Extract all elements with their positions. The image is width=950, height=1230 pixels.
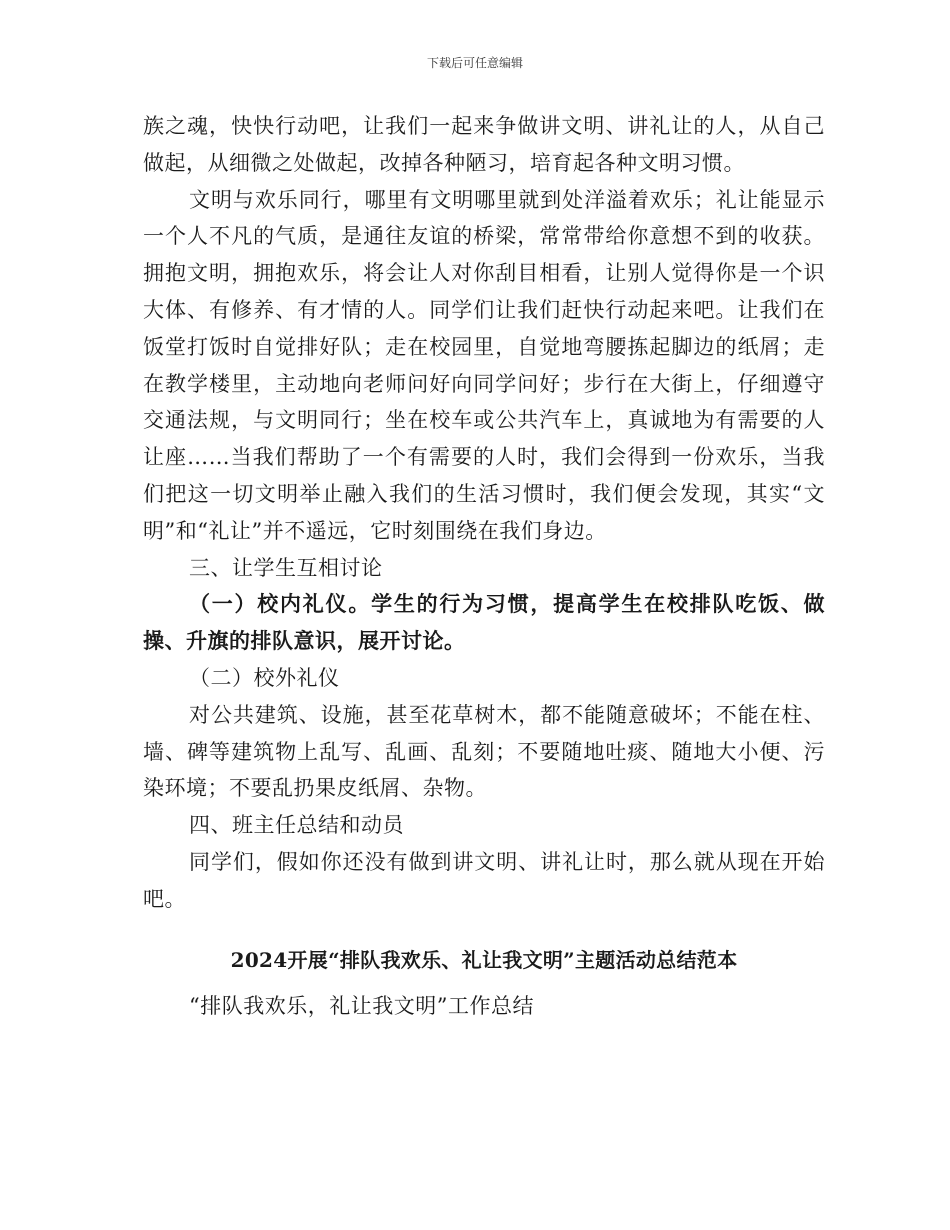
section-subtitle: “排队我欢乐，礼让我文明”工作总结 — [189, 993, 534, 1018]
heading-section-4: 四、班主任总结和动员 — [189, 813, 404, 838]
section-title: 2024开展“排队我欢乐、礼让我文明”主题活动总结范本 — [230, 947, 738, 972]
paragraph-2: 文明与欢乐同行，哪里有文明哪里就到处洋溢着欢乐；礼让能显示一个人不凡的气质，是通往友谊的桥梁，常常带给你意想不到的收获。拥抱文明，拥抱欢乐，将会让人对你刮目相看，让别人觉得你是一个识大体、有修养、有才情的人。同学们让我们赶快行动起来吧。让我们在饭堂打饭时自觉排好队；走在校园里，自觉地弯腰拣起脚边的纸屑；走在教学楼里，主动地向老师问好向同学问好；步行在大街上，仔细遵守交通法规，与文明同行；坐在校车或公共汽车上，真诚地为有需要的人让座……当我们帮助了一个有需要的人时，我们会得到一份欢乐，当我们把这一切文明举止融入我们的生活习惯时，我们便会发现，其实“文明”和“礼让”并不遥远，它时刻围绕在我们身边。 — [143, 187, 825, 543]
document-body — [143, 108, 825, 1024]
subheading-1: （一）校内礼仪。学生的行为习惯，提高学生在校排队吃饭、做操、升旗的排队意识，展开讨论。 — [143, 591, 825, 654]
subheading-2: （二）校外礼仪 — [189, 665, 340, 690]
paragraph-1: 族之魂，快快行动吧，让我们一起来争做讲文明、讲礼让的人，从自己做起，从细微之处做起，改掉各种陋习，培育起各种文明习惯。 — [143, 114, 825, 175]
heading-section-3: 三、让学生互相讨论 — [189, 555, 383, 580]
paragraph-4: 同学们，假如你还没有做到讲文明、讲礼让时，那么就从现在开始吧。 — [143, 849, 825, 911]
paragraph-3: 对公共建筑、设施，甚至花草树木，都不能随意破坏；不能在柱、墙、碑等建筑物上乱写、乱画、乱刻；不要随地吐痰、随地大小便、污染环境；不要乱扔果皮纸屑、杂物。 — [143, 702, 825, 801]
header-note: 下载后可任意编辑 — [426, 56, 523, 70]
